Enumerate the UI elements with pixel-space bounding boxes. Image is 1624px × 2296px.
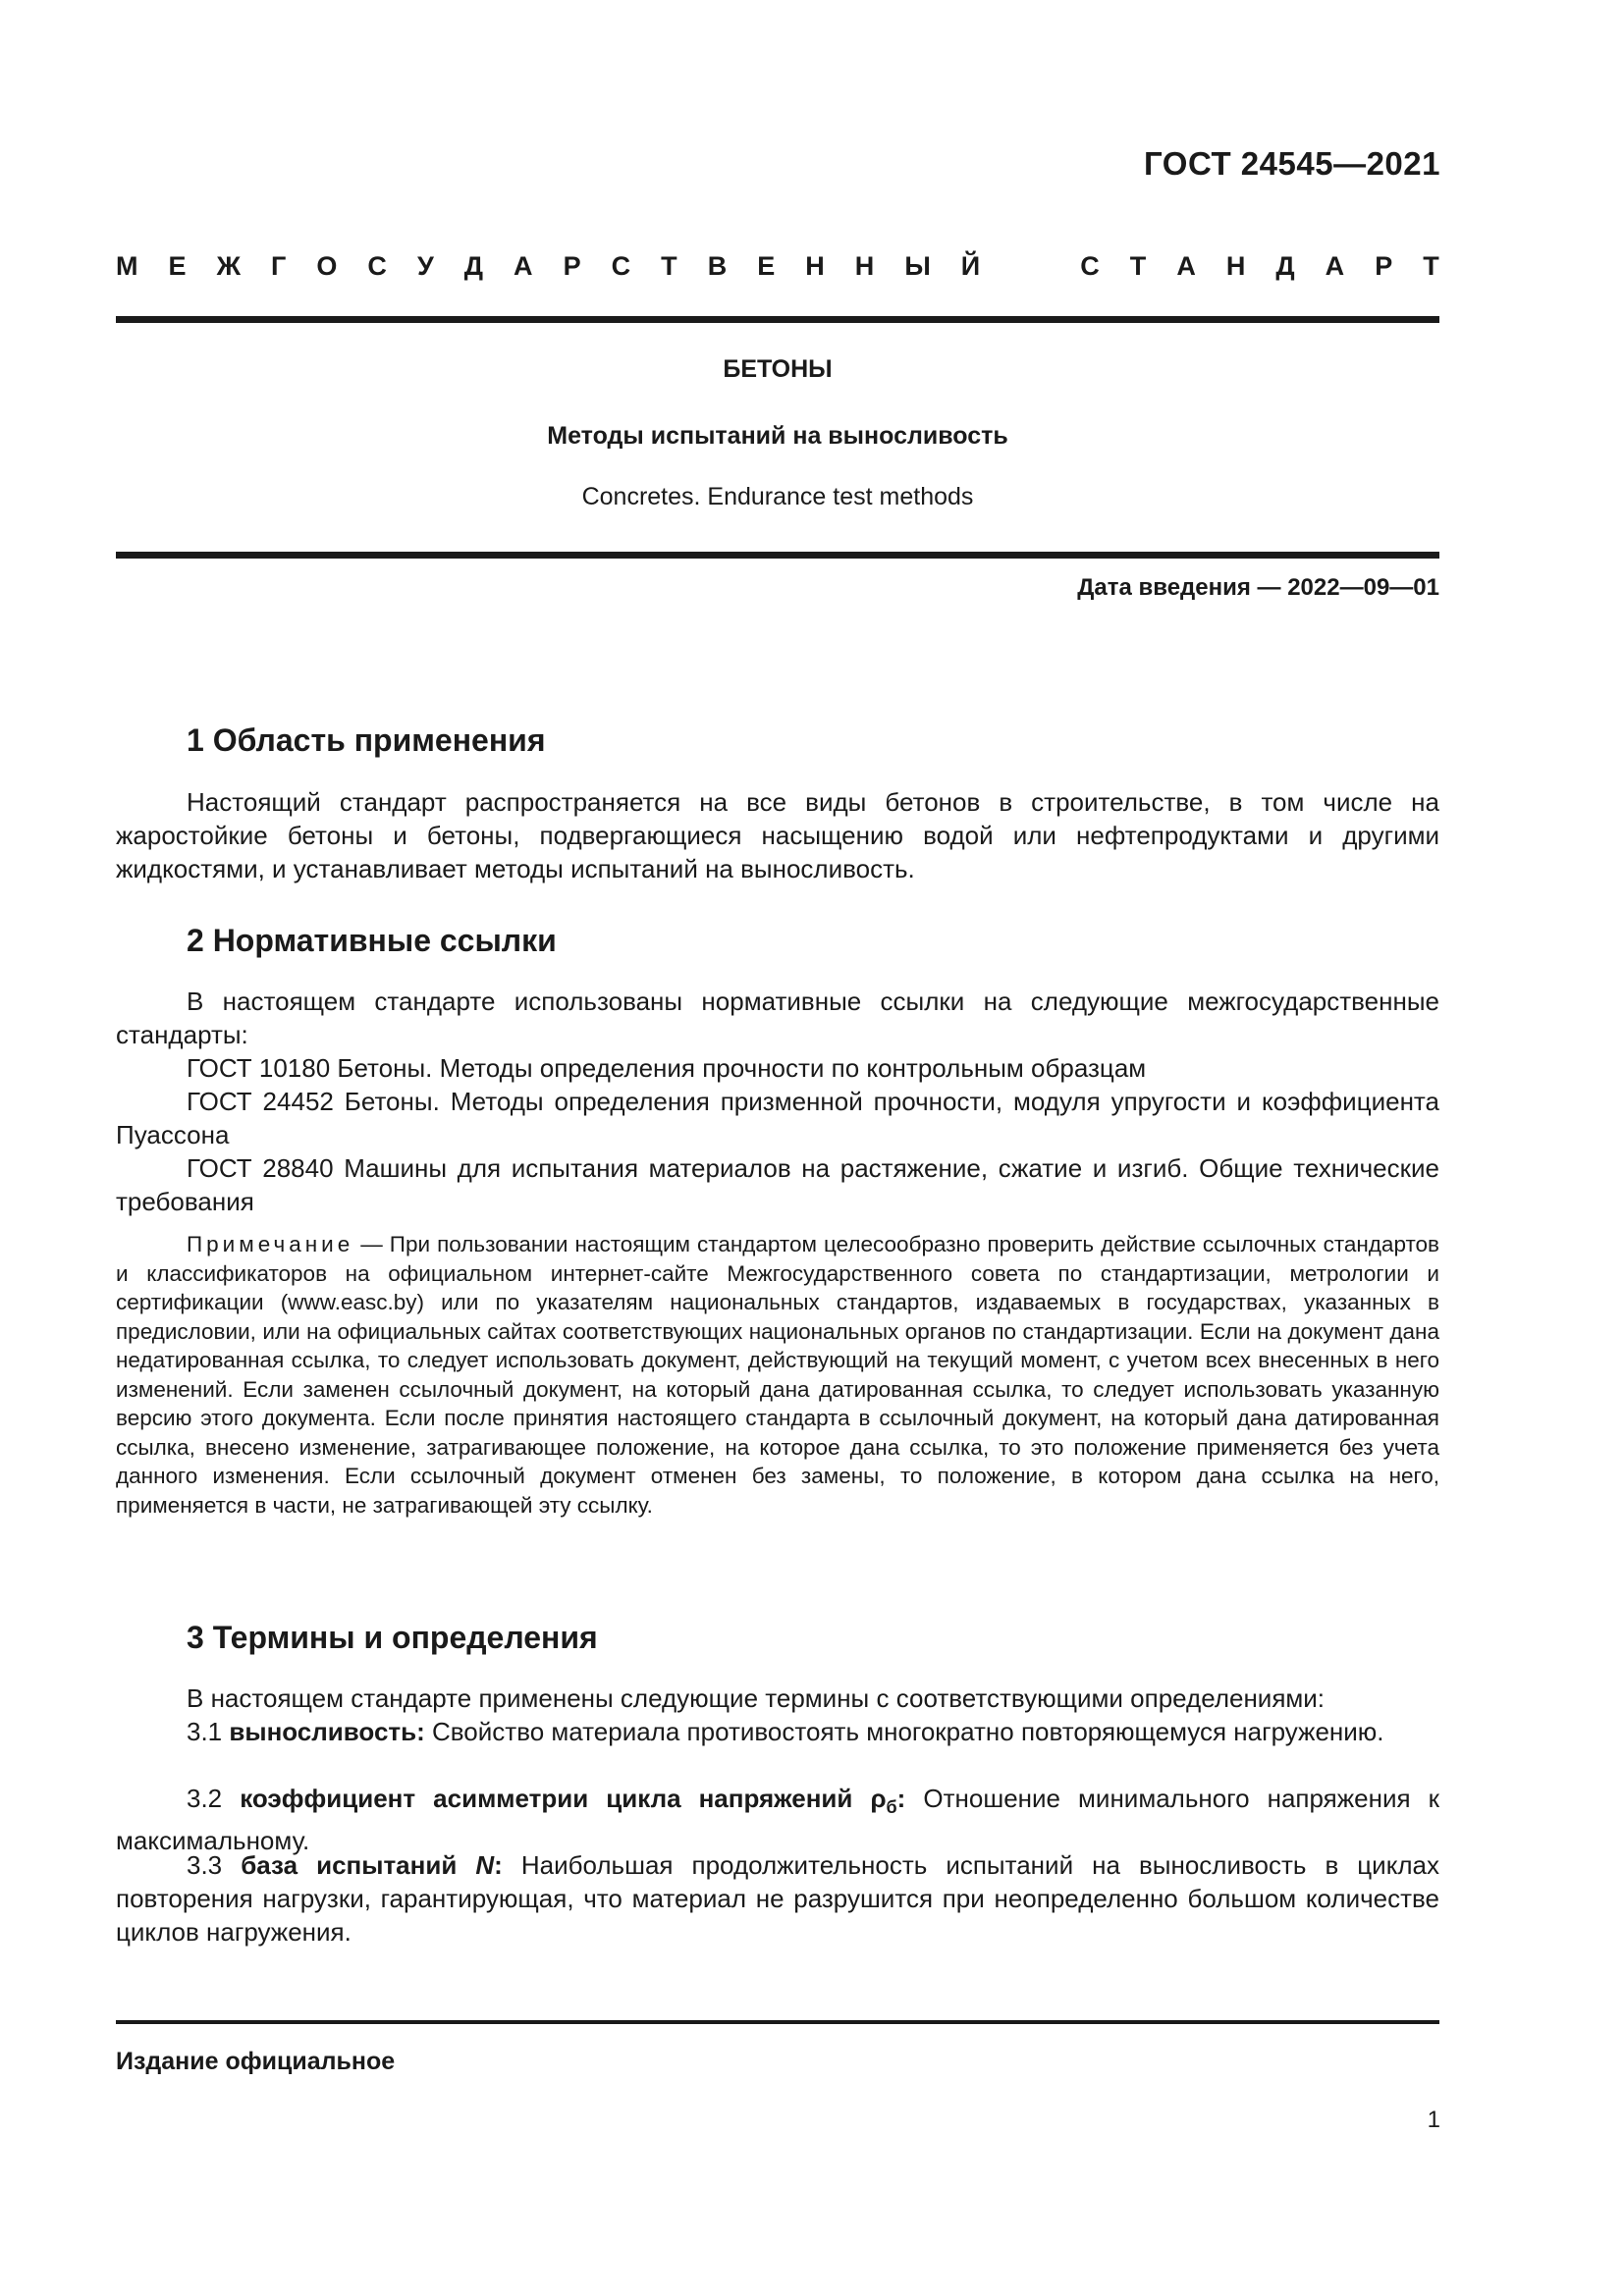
- footer-rule: [116, 2020, 1439, 2024]
- banner-letter: Е: [757, 251, 776, 281]
- reference-item: ГОСТ 10180 Бетоны. Методы определения прочности по контрольным образцам: [187, 1053, 1147, 1083]
- banner-letter: Е: [168, 251, 187, 281]
- section-2-note: [116, 1230, 1439, 1520]
- document-title: БЕТОНЫ: [723, 355, 833, 383]
- section-2-intro: В настоящем стандарте использованы нормативные ссылки на следующие межгосударственные стандарты:: [116, 987, 1439, 1049]
- title-bottom-rule: [116, 552, 1439, 559]
- term-name: база испытаний: [241, 1850, 476, 1880]
- introduction-date: Дата введения — 2022—09—01: [1077, 574, 1439, 601]
- term-3-2: [116, 1782, 1439, 1857]
- banner-letter: С: [1080, 251, 1100, 281]
- term-symbol: N: [475, 1850, 495, 1880]
- banner-letter: Н: [1225, 251, 1246, 281]
- section-1-heading: 1 Область применения: [187, 722, 546, 758]
- term-name: коэффициент асимметрии цикла напряжений: [240, 1784, 871, 1813]
- term-definition: Наибольшая продолжительность испытаний на выносливость в циклах повторения нагрузки, гарантирующая, что материал не разрушится при неопределенно большом количестве циклов нагружения.: [116, 1850, 1439, 1947]
- banner-letter: Н: [854, 251, 875, 281]
- reference-item: ГОСТ 28840 Машины для испытания материалов на растяжение, сжатие и изгиб. Общие технические требования: [116, 1153, 1439, 1216]
- banner-letter: Д: [463, 251, 484, 281]
- page-number: 1: [1427, 2107, 1440, 2133]
- section-1-text: Настоящий стандарт распространяется на все виды бетонов в строительстве, в том числе на жаростойкие бетоны и бетоны, подвергающиеся насыщению водой или нефтепродуктами и другими жидкостями, и устанавливает методы испытаний на выносливость.: [116, 787, 1439, 883]
- document-subtitle: Методы испытаний на выносливость: [547, 422, 1008, 450]
- term-symbol-subscript: б: [886, 1797, 897, 1818]
- section-3-heading: 3 Термины и определения: [187, 1620, 598, 1655]
- banner-letter: Н: [805, 251, 825, 281]
- term-colon: :: [494, 1850, 503, 1880]
- term-3-1: [116, 1715, 1439, 1748]
- term-symbol: [870, 1784, 897, 1818]
- standard-type-banner: [116, 251, 1439, 282]
- note-text: — При пользовании настоящим стандартом целесообразно проверить действие ссылочных стандартов и классификаторов на официальном интернет-сайте Межгосударственного совета по стандартизации, метрологии и сертификации (www.easc.by) или по указателям национальных стандартов, издаваемых в государствах, указанных в предисловии, или на официальных сайтах соответствующих национальных органов по стандартизации. Если на документ дана недатированная ссылка, то следует использовать документ, действующий на текущий момент, с учетом всех внесенных в него изменений. Если заменен ссылочный документ, на который дана датированная ссылка, то следует использовать указанную версию этого документа. Если после принятия настоящего стандарта в ссылочный документ, на который дана датированная ссылка, внесено изменение, затрагивающее положение, на которое дана ссылка, то это положение применяется без учета данного изменения. Если ссылочный документ отменен без замены, то положение, в котором дана ссылка на него, применяется в части, не затрагивающей эту ссылку.: [116, 1232, 1439, 1518]
- banner-letter: Т: [1423, 251, 1439, 281]
- section-3-intro: В настоящем стандарте применены следующие термины с соответствующими определениями:: [187, 1683, 1326, 1713]
- banner-letter: А: [1325, 251, 1345, 281]
- banner-letter: С: [367, 251, 387, 281]
- term-name: выносливость:: [229, 1717, 425, 1746]
- note-label: Примечание: [187, 1232, 354, 1256]
- banner-letter: А: [514, 251, 533, 281]
- banner-letter: Т: [661, 251, 677, 281]
- edition-label: Издание официальное: [116, 2048, 396, 2075]
- term-symbol-base: ρ: [870, 1784, 887, 1813]
- term-definition: Отношение минимального напряжения к максимальному.: [116, 1784, 1439, 1856]
- banner-letter: Й: [960, 251, 981, 281]
- banner-letter: С: [611, 251, 631, 281]
- banner-letter: Ж: [216, 251, 241, 281]
- top-rule: [116, 316, 1439, 323]
- term-number: 3.3: [187, 1850, 242, 1880]
- banner-letter: А: [1176, 251, 1196, 281]
- reference-item: ГОСТ 24452 Бетоны. Методы определения призменной прочности, модуля упругости и коэффициента Пуассона: [116, 1087, 1439, 1149]
- term-definition: Свойство материала противостоять многократно повторяющемуся нагружению.: [424, 1717, 1384, 1746]
- term-number: 3.1: [187, 1717, 230, 1746]
- document-title-english: Concretes. Endurance test methods: [581, 483, 974, 510]
- term-number: 3.2: [187, 1784, 241, 1813]
- banner-letter: Д: [1275, 251, 1295, 281]
- term-3-3: [116, 1848, 1439, 1949]
- banner-word-gap: [1010, 251, 1050, 282]
- banner-letter: В: [707, 251, 728, 281]
- banner-letter: О: [316, 251, 338, 281]
- banner-letter: Г: [271, 251, 287, 281]
- banner-letter: У: [416, 251, 434, 281]
- term-colon: :: [896, 1784, 906, 1813]
- gost-number: ГОСТ 24545—2021: [1144, 145, 1440, 182]
- banner-letter: М: [116, 251, 138, 281]
- banner-letter: Ы: [904, 251, 931, 281]
- section-2-heading: 2 Нормативные ссылки: [187, 923, 557, 958]
- banner-letter: Т: [1129, 251, 1147, 281]
- banner-letter: Р: [1375, 251, 1393, 281]
- banner-letter: Р: [563, 251, 581, 281]
